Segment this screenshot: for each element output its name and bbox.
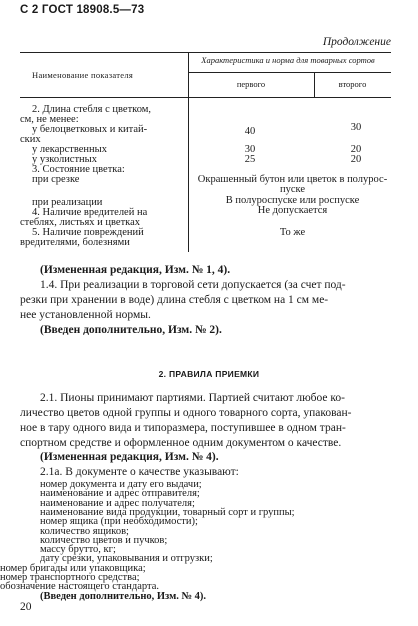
row2a-label-line2: ских	[20, 134, 41, 145]
clause-1-4-line3: нее установленной нормы.	[20, 309, 151, 321]
list-item: наименование и адрес получателя;	[40, 497, 195, 509]
clause-2-1-line2: личество цветов одной группы и одного товарного сорта, упакован-	[20, 407, 352, 419]
row4-label-line1: 4. Наличие вредителей на	[32, 207, 148, 218]
row2a-label-line1: у белоцветковых и китай-	[32, 124, 148, 135]
clause-2-1-line4: спортном средстве и оформленное одним документом о качестве.	[20, 437, 342, 449]
list-item: наименование вида продукции, товарный сорт и группы;	[40, 506, 295, 518]
header-second-grade: второго	[338, 79, 367, 89]
header-first-grade: первого	[236, 79, 266, 89]
row2a-value-first: 40	[244, 126, 256, 137]
list-item: количество цветов и пучков;	[40, 534, 168, 546]
header-characteristic: Характеристика и норма для товарных сортов	[201, 55, 375, 65]
row4-value: Не допускается	[257, 205, 328, 216]
clause-1-4-line1: 1.4. При реализации в торговой сети допускается (за счет под-	[40, 279, 346, 291]
clause-2-1-line3: ное в тару одного вида и типоразмера, поступившее в одном тран-	[20, 422, 346, 434]
list-item: номер бригады или упаковщика;	[0, 562, 146, 574]
row3-label-line1: 3. Состояние цветка:	[32, 164, 125, 175]
clause-1-4-line2: резки при хранении в воде) длина стебля с цветком на 1 см ме-	[20, 294, 329, 306]
row3-label-line2: при срезке	[32, 174, 80, 185]
list-item: номер транспортного средства;	[0, 572, 140, 583]
section-title: 2. ПРАВИЛА ПРИЕМКИ	[158, 369, 260, 379]
row2a-value-second: 30	[350, 122, 362, 133]
table-top-border	[20, 52, 391, 53]
header-indicator-name: Наименование показателя	[32, 70, 134, 80]
row5-label-line2: вредителями, болезнями	[20, 237, 130, 248]
requirements-table	[20, 52, 391, 252]
header-bottom-border	[20, 97, 391, 98]
row3-value-line3: В полуроспуске или роспуске	[225, 195, 360, 206]
row2-label-line2: см, не менее:	[20, 114, 79, 125]
header-divider	[188, 72, 391, 73]
amendment-note-1: (Измененная редакция, Изм. № 1, 4).	[40, 264, 231, 276]
list-item: дату срезки, упаковывания и отгрузки;	[40, 553, 213, 565]
amendment-note-4: (Введен дополнительно, Изм. № 4).	[40, 590, 207, 602]
row2c-value-first: 25	[244, 154, 256, 165]
row2c-label: у узколистных	[32, 154, 97, 165]
amendment-note-3: (Измененная редакция, Изм. № 4).	[40, 451, 219, 463]
document-header: С 2 ГОСТ 18908.5—73	[20, 4, 145, 16]
list-item: количество ящиков;	[40, 525, 129, 537]
page-number: 20	[20, 601, 32, 613]
row2b-value-first: 30	[244, 144, 256, 155]
list-item: номер ящика (при необходимости);	[40, 516, 198, 528]
row4-label-line2: стеблях, листьях и цветках	[20, 217, 141, 228]
list-item: массу брутто, кг;	[40, 544, 116, 556]
row3-value-line1: Окрашенный бутон или цветок в полурос-	[197, 174, 388, 185]
row3-label-line3: при реализации	[32, 197, 103, 208]
row5-label-line1: 5. Наличие повреждений	[32, 227, 144, 238]
row5-value: То же	[279, 227, 306, 238]
row2b-value-second: 20	[350, 144, 362, 155]
row3-value-line2: пуске	[279, 184, 306, 195]
list-item: номер документа и дату его выдачи;	[40, 479, 202, 490]
row2b-label: у лекарственных	[32, 144, 107, 155]
row2c-value-second: 20	[350, 154, 362, 165]
list-item: наименование и адрес отправителя;	[40, 488, 200, 500]
list-item: обозначение настоящего стандарта.	[0, 581, 160, 593]
row2-label-line1: 2. Длина стебля с цветком,	[32, 104, 152, 115]
clause-2-1-line1: 2.1. Пионы принимают партиями. Партией считают любое ко-	[40, 392, 345, 404]
amendment-note-2: (Введен дополнительно, Изм. № 2).	[40, 324, 222, 336]
clause-2-1a: 2.1а. В документе о качестве указывают:	[40, 466, 239, 478]
continuation-label: Продолжение	[322, 36, 391, 48]
